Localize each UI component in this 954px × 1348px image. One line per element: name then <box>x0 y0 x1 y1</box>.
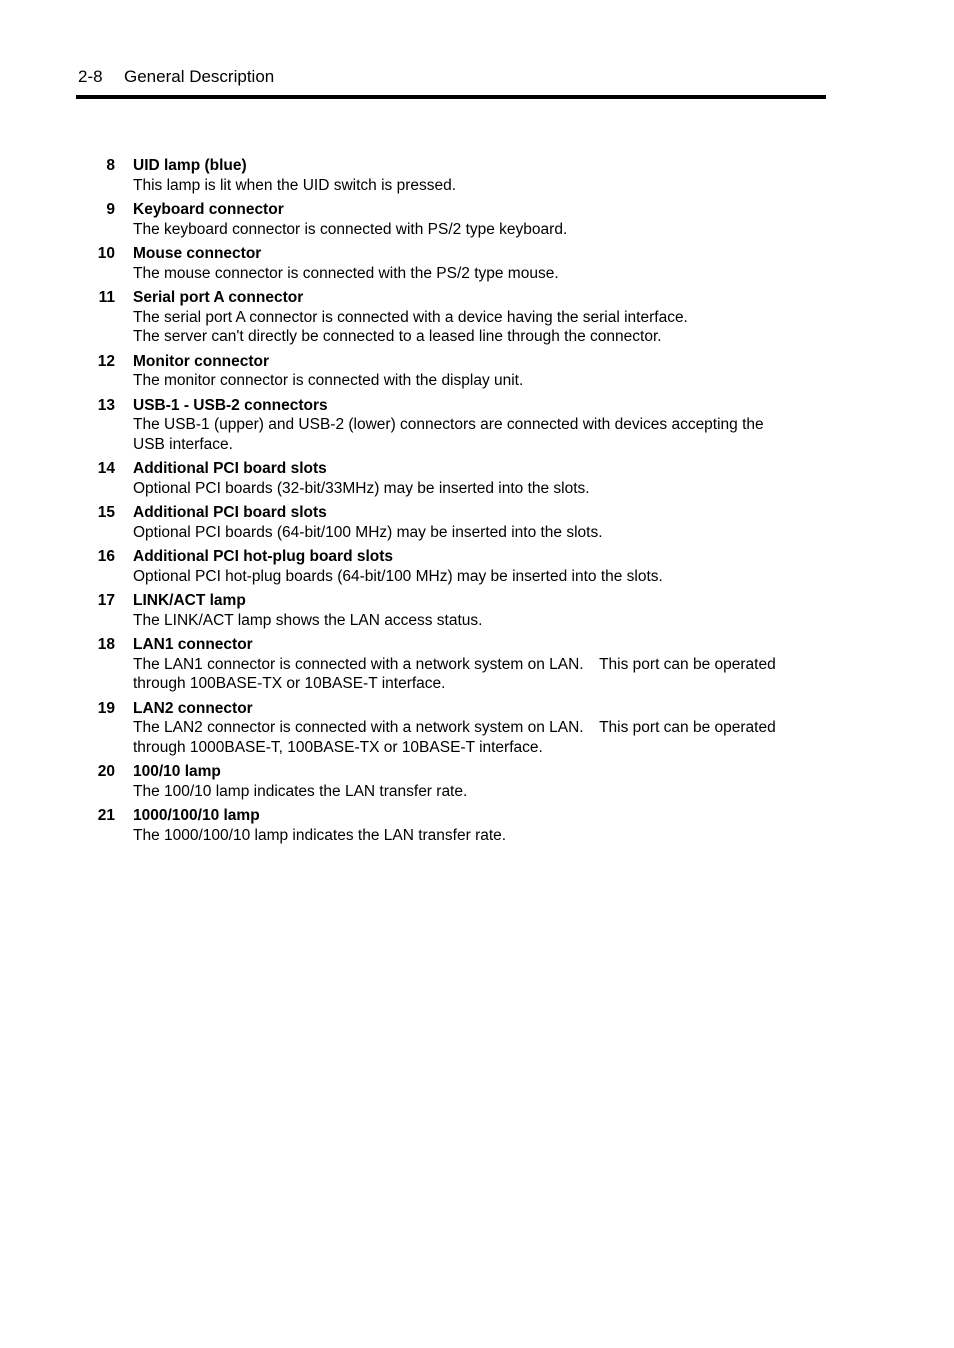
item-title: LAN1 connector <box>133 636 253 653</box>
item-description: The LAN2 connector is connected with a network system on LAN. This port can be operated through 1000BASE-T, 100BASE-TX or 10BASE-T interface. <box>133 719 776 756</box>
item-title: Additional PCI board slots <box>133 460 327 477</box>
item-description: The serial port A connector is connected with a device having the serial interface. The server can't directly be connected to a leased line through the connector. <box>133 308 688 345</box>
item-description: The 1000/100/10 lamp indicates the LAN transfer rate. <box>133 826 507 844</box>
item-title: LAN2 connector <box>133 699 253 717</box>
list-item <box>0 762 954 801</box>
list-item <box>0 503 954 542</box>
item-title: Additional PCI hot-plug board slots <box>133 548 394 565</box>
item-title: Mouse connector <box>133 245 262 262</box>
list-item <box>0 200 954 239</box>
item-number: 8 <box>106 157 115 174</box>
header-divider <box>76 95 826 99</box>
item-description: The LINK/ACT lamp shows the LAN access status. <box>133 611 483 629</box>
item-number: 19 <box>97 699 115 717</box>
item-title: Monitor connector <box>133 352 270 370</box>
component-description-list <box>0 156 954 850</box>
item-number: 14 <box>97 460 115 477</box>
item-description: This lamp is lit when the UID switch is pressed. <box>133 176 457 194</box>
list-item <box>0 244 954 283</box>
item-description: Optional PCI boards (32-bit/33MHz) may be inserted into the slots. <box>133 479 590 497</box>
list-item <box>0 806 954 845</box>
list-item <box>0 396 954 455</box>
item-number: 9 <box>106 201 115 218</box>
list-item <box>0 591 954 630</box>
list-item <box>0 699 954 758</box>
item-description: The LAN1 connector is connected with a network system on LAN. This port can be operated through 100BASE-TX or 10BASE-T interface. <box>133 655 776 692</box>
item-number: 17 <box>97 592 115 609</box>
item-description: The keyboard connector is connected with PS/2 type keyboard. <box>133 220 568 238</box>
item-description: Optional PCI boards (64-bit/100 MHz) may be inserted into the slots. <box>133 523 603 541</box>
list-item <box>0 459 954 498</box>
item-description: Optional PCI hot-plug boards (64-bit/100 MHz) may be inserted into the slots. <box>133 567 663 585</box>
item-title: LINK/ACT lamp <box>133 592 246 609</box>
item-number: 12 <box>97 352 115 370</box>
item-number: 15 <box>97 504 115 521</box>
item-description: The USB-1 (upper) and USB-2 (lower) connectors are connected with devices accepting the USB interface. <box>133 416 764 453</box>
item-number: 10 <box>97 245 115 262</box>
page-number: 2-8 <box>78 67 103 86</box>
item-title: Serial port A connector <box>133 289 304 306</box>
list-item <box>0 156 954 195</box>
item-number: 11 <box>98 289 115 306</box>
list-item <box>0 288 954 347</box>
item-number: 21 <box>97 807 115 824</box>
item-title: 1000/100/10 lamp <box>133 807 260 824</box>
item-title: Additional PCI board slots <box>133 504 327 521</box>
item-number: 16 <box>97 548 115 565</box>
item-number: 13 <box>97 396 115 414</box>
item-number: 18 <box>97 636 115 653</box>
list-item <box>0 635 954 694</box>
item-title: UID lamp (blue) <box>133 157 247 174</box>
item-title: Keyboard connector <box>133 201 284 218</box>
section-title: General Description <box>124 67 275 86</box>
page-header <box>78 66 274 88</box>
item-title: 100/10 lamp <box>133 763 221 780</box>
item-description: The 100/10 lamp indicates the LAN transfer rate. <box>133 782 468 800</box>
item-description: The mouse connector is connected with the PS/2 type mouse. <box>133 264 559 282</box>
item-title: USB-1 - USB-2 connectors <box>133 396 328 414</box>
item-description: The monitor connector is connected with the display unit. <box>133 372 524 389</box>
list-item <box>0 352 954 391</box>
item-number: 20 <box>97 763 115 780</box>
list-item <box>0 547 954 586</box>
